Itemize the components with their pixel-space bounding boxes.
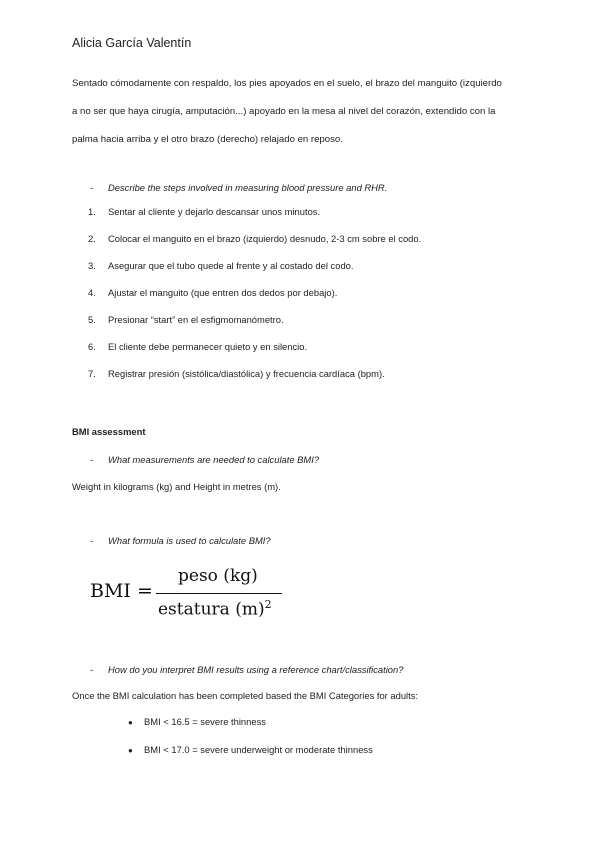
step-text: Sentar al cliente y dejarlo descansar unos minutos.: [108, 206, 321, 217]
formula-denominator: estatura (m): [158, 599, 265, 620]
dash-marker: -: [90, 664, 94, 675]
bmi-categories-list: [128, 716, 373, 772]
step-number: 5.: [88, 314, 96, 325]
step-number: 2.: [88, 233, 96, 244]
dash-marker: -: [90, 454, 94, 465]
author-name: Alicia García Valentín: [72, 36, 192, 50]
step-text: Asegurar que el tubo quede al frente y al costado del codo.: [108, 260, 354, 271]
bp-steps-list: [88, 206, 421, 395]
list-item: [88, 206, 421, 233]
question-text: Describe the steps involved in measuring blood pressure and RHR.: [108, 182, 388, 193]
dash-marker: -: [90, 182, 94, 193]
bmi-formula: [86, 560, 346, 632]
step-text: Ajustar el manguito (que entren dos dedos por debajo).: [108, 287, 338, 298]
step-text: El cliente debe permanecer quieto y en silencio.: [108, 341, 308, 352]
step-text: Presionar “start” en el esfigmomanómetro.: [108, 314, 284, 325]
step-text: Colocar el manguito en el brazo (izquierdo) desnudo, 2-3 cm sobre el codo.: [108, 233, 422, 244]
question-bmi-formula: [90, 535, 271, 546]
step-number: 6.: [88, 341, 96, 352]
formula-denominator-wrap: [158, 598, 272, 620]
question-bmi-interpretation: [90, 664, 403, 675]
answer-text: Weight in kilograms (kg) and Height in metres (m).: [72, 481, 281, 492]
section-heading: BMI assessment: [72, 426, 146, 437]
question-text: What measurements are needed to calculate BMI?: [108, 454, 320, 465]
list-item: [88, 233, 421, 260]
formula-exponent: 2: [264, 598, 272, 611]
list-item: [88, 314, 421, 341]
intro-line: Sentado cómodamente con respaldo, los pies apoyados en el suelo, el brazo del manguito (izquierdo: [72, 78, 502, 89]
step-number: 7.: [88, 368, 96, 379]
list-item: [88, 260, 421, 287]
step-text: Registrar presión (sistólica/diastólica) y frecuencia cardíaca (bpm).: [108, 368, 385, 379]
question-text: What formula is used to calculate BMI?: [108, 535, 271, 546]
step-number: 4.: [88, 287, 96, 298]
intro-paragraph: [72, 70, 534, 154]
question-bmi-measurements: [90, 454, 319, 465]
bullet-text: BMI < 17.0 = severe underweight or moderate thinness: [144, 744, 373, 755]
step-number: 3.: [88, 260, 96, 271]
list-item: [88, 341, 421, 368]
list-item: [88, 287, 421, 314]
question-text: How do you interpret BMI results using a reference chart/classification?: [108, 664, 404, 675]
question-bp: [90, 182, 387, 193]
list-item: [88, 368, 421, 395]
bullet-icon: ●: [128, 718, 133, 727]
intro-line: a no ser que haya cirugía, amputación...) apoyado en la mesa al nivel del corazón, extendido con la: [72, 106, 496, 117]
dash-marker: -: [90, 535, 94, 546]
bullet-icon: ●: [128, 746, 133, 755]
list-item: [128, 716, 373, 744]
list-item: [128, 744, 373, 772]
intro-line: palma hacia arriba y el otro brazo (derecho) relajado en reposo.: [72, 134, 343, 145]
bullet-text: BMI < 16.5 = severe thinness: [144, 716, 266, 727]
step-number: 1.: [88, 206, 96, 217]
formula-numerator: peso (kg): [178, 566, 258, 586]
answer-text: Once the BMI calculation has been completed based the BMI Categories for adults:: [72, 690, 419, 701]
formula-lhs: BMI =: [90, 580, 153, 602]
fraction-bar: [156, 593, 282, 594]
